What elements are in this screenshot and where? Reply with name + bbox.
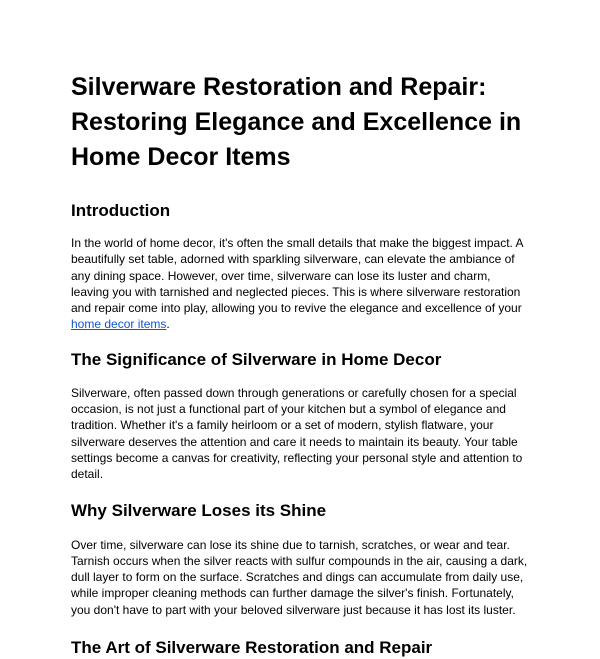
home-decor-items-link[interactable]: home decor items (71, 317, 167, 332)
paragraph-text: In the world of home decor, it's often the small details that make the biggest impact. A beautifully set table, adorned with sparkling silverware, can elevate the ambiance of any dining space. However, over time, silverware can lose its luster and charm, leaving you with tarnished and neglected pieces. This is where silverware restoration and repair come into play, allowing you to revive the elegance and excellence of your (71, 236, 523, 316)
section-paragraph-introduction (71, 235, 531, 333)
document-content (71, 70, 531, 659)
section-heading-why-loses-shine: Why Silverware Loses its Shine (71, 500, 327, 520)
section-heading-introduction: Introduction (71, 201, 171, 220)
document-title: Silverware Restoration and Repair: Restoring Elegance and Excellence in Home Decor Items (71, 73, 522, 171)
section-paragraph-why-loses-shine: Over time, silverware can lose its shine due to tarnish, scratches, or wear and tear. Tarnish occurs when the silver reacts with sulfur compounds in the air, causing a dark, dull layer to form on the surface. Scratches and dings can accumulate from daily use, while improper cleaning methods can further damage the silver's finish. Fortunately, you don't have to part with your beloved silverware just because it has lost its luster. (71, 537, 528, 617)
section-heading-significance: The Significance of Silverware in Home Decor (71, 349, 442, 369)
paragraph-text-end: . (166, 317, 170, 332)
section-paragraph-significance: Silverware, often passed down through generations or carefully chosen for a special occasion, is not just a functional part of your kitchen but a symbol of elegance and tradition. Whether it's a family heirloom or a set of modern, stylish flatware, your silverware deserves the attention and care it needs to maintain its beauty. Your table settings become a canvas for creativity, reflecting your personal style and attention to detail. (71, 385, 523, 482)
section-heading-art-of-restoration: The Art of Silverware Restoration and Repair (71, 638, 433, 658)
